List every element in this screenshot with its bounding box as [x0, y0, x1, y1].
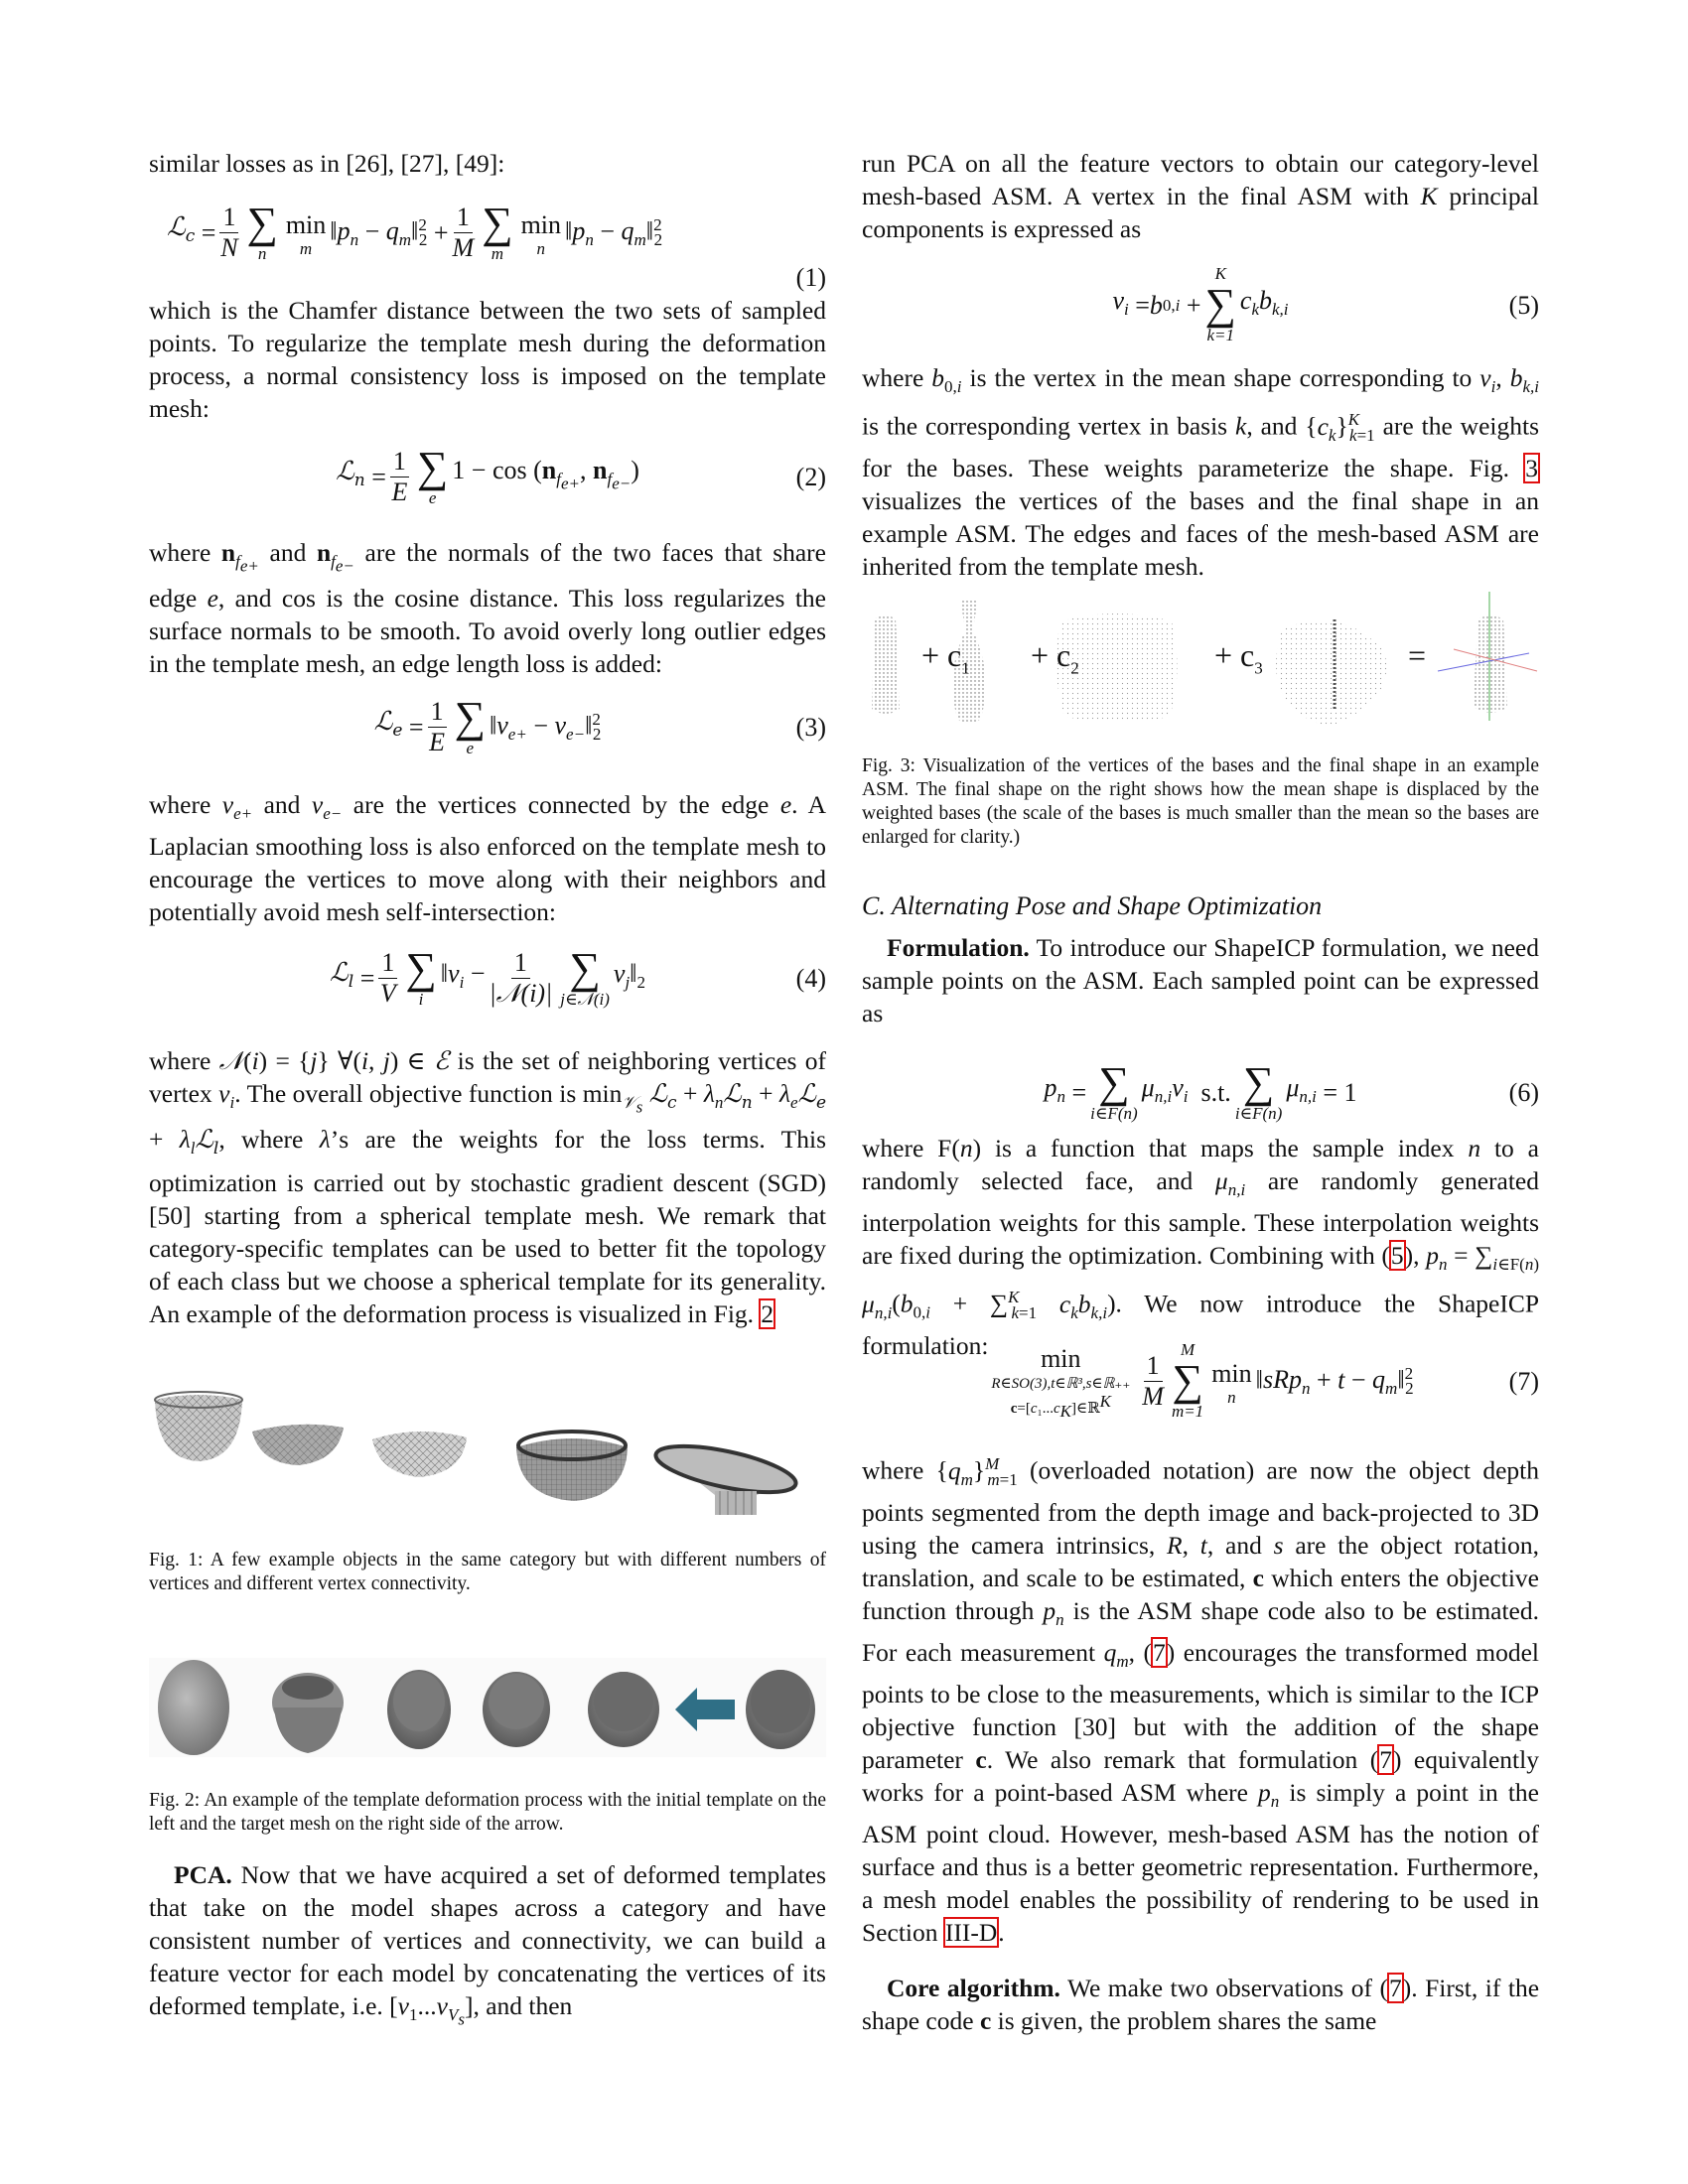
bowl-stage-5-icon [588, 1672, 659, 1747]
figure-2-caption: Fig. 2: An example of the template deformation process with the initial template on the left and the target mesh on the right side of the arrow. [149, 1789, 826, 1835]
equation-7-link-3[interactable]: 7 [1388, 1974, 1402, 2002]
equation-5-number: (5) [1508, 290, 1539, 320]
plus-c2-label: + $c_2$ [1031, 637, 1079, 678]
equation-6: $p_n$ = ∑ i∈F(n) $\mu_{n,i}v_i$ s.t. ∑ i∈F(n) $\mu_{n,i}$ = 1 (6) [1044, 1058, 1539, 1123]
figure-3-image [862, 592, 1539, 731]
target-mesh-icon [746, 1670, 815, 1749]
paragraph-weights: where $b_{0,i}$ is the vertex in the mean shape corresponding to $v_i$, $b_{k,i}$ is the corresponding vertex in basis k, and $\{c_k\}^K_{k=1}$ are the weights for the bases. These weights parameterize the shape. Fig. 3 visualizes the vertices of the bases and the final shape in an example ASM. The edges and faces of the mesh-based ASM are inherited from the template mesh. [862, 363, 1540, 581]
final-shape-icon [1438, 592, 1537, 721]
intro-line: similar losses as in [26], [27], [49]: [149, 149, 505, 178]
equation-4-number: (4) [795, 963, 826, 993]
equation-5: $v_i$ = b 0,i + K ∑ k=1 $c_kb_{k,i}$ (5) [1112, 264, 1539, 344]
paragraph-pca-continued: run PCA on all the feature vectors to obtain our category-level mesh-based ASM. A vertex in the final ASM with K principal components is expressed as [862, 149, 1539, 243]
equation-1: ℒ$_c$ = $\frac{1}{N}$ ∑ n min m $‖p_n$ − $q_m‖^2_2$ + $\frac{1}{M}$ ∑ m min n $‖p_n$ − $q_m‖^2_2$ [167, 199, 663, 263]
core-algorithm-heading: Core algorithm. [887, 1974, 1060, 2002]
equation-7-link[interactable]: 7 [1152, 1637, 1166, 1667]
paragraph-core-algorithm: Core algorithm. We make two observations of (7). First, if the shape code c is given, the problem shares the same [862, 1974, 1540, 2035]
bowl-stage-3-icon [387, 1670, 451, 1749]
basis-3-icon [1276, 620, 1386, 727]
section-title: C. Alternating Pose and Shape Optimization [862, 891, 1323, 920]
paragraph-shapeicp: where $\{q_m\}^M_{m=1}$ (overloaded notation) are now the object depth points segmented from the depth image and back-projected to 3D using the camera intrinsics, R, t, and s are the object rotation, translation, and scale to be estimated, c which enters the objective function through $p_n$ is the ASM shape code also to be estimated. For each measurement $q_m$, (7) encourages the transformed model points to be close to the measurements, which is similar to the ICP objective function [30] but with the addition of the shape parameter c. We also remark that formulation (7) equivalently works for a point-based ASM where $p_n$ is simply a point in the ASM point cloud. However, mesh-based ASM has the notion of surface and thus is a better geometric representation. Furthermore, a mesh model enables the possibility of rendering to be used in Section III-D. [862, 1454, 1540, 1947]
sphere-template-icon [158, 1660, 229, 1755]
equation-2: ℒ$_n$ = $\frac{1}{E}$ ∑ e $1 - \cos (n_{f_{e+}}$, $n_{f_{e-}}$) (2) [336, 443, 826, 507]
figure-3-caption: Fig. 3: Visualization of the vertices of the bases and the final shape in an example ASM. The final shape on the right shows how the mean shape is displaced by the weighted bases (the scale of the bases is much smaller than the mean so the bases are enlarged for clarity.) [862, 754, 1539, 848]
figure-2-link[interactable]: 2 [761, 1298, 774, 1328]
paragraph-sampling: where F(n) is a function that maps the sample index n to a randomly selected face, and $\mu_{n,i}$ are randomly generated interpolation weights for this sample. These interpolation weights are fixed during the optimization. Combining with (5), $p_n = \sum_{i\in F(n)}$ $\mu_{n,i}(b_{0,i} + \sum^K_{k=1}$ $c_kb_{k,i}$). We now introduce the ShapeICP formulation: [862, 1134, 1540, 1360]
figure-2-image [149, 1658, 826, 1757]
figure-1-caption: Fig. 1: A few example objects in the same category but with different numbers of vertices and different vertex connectivity. [149, 1549, 826, 1594]
equation-3: ℒ$_e$ = $\frac{1}{E}$ ∑ e $‖v_{e+}$ − $v_{e-}‖^2_2$ (3) [373, 693, 826, 757]
equation-4: ℒ$_l$ = $\frac{1}{V}$ ∑ i $‖v_i$ − $\frac{1}{\text{|𝒩(i)|}}$ ∑ j∈𝒩(i) $v_j‖_2$ (4) [330, 944, 826, 1009]
equation-6-number: (6) [1508, 1077, 1539, 1107]
paragraph-chamfer: which is the Chamfer distance between the two sets of sampled points. To regularize the template mesh during the deformation process, a normal consistency loss is imposed on the template mesh: [149, 296, 826, 423]
equation-3-number: (3) [795, 712, 826, 742]
figure-3-link[interactable]: 3 [1525, 453, 1538, 482]
plus-c1-label: + $c_1$ [921, 637, 970, 678]
paragraph-normals: where $n_{f_{e+}}$ and $n_{f_{e-}}$ are the normals of the two faces that share edge e, and cos is the cosine distance. This loss regularizes the surface normals to be smooth. To avoid overly long outlier edges in the template mesh, an edge length loss is added: [149, 538, 826, 679]
equation-7-number: (7) [1508, 1366, 1539, 1396]
bowls-mesh-icon [149, 1370, 826, 1519]
mean-shape-icon [872, 615, 900, 714]
equation-7-link-2[interactable]: 7 [1379, 1744, 1392, 1774]
equation-2-number: (2) [795, 462, 826, 491]
deformed-mesh-icon [272, 1673, 344, 1753]
plus-c3-label: + $c_3$ [1214, 637, 1263, 678]
left-arrow-icon [675, 1688, 735, 1731]
equation-7: min R∈SO(3),t∈ℝ³,s∈ℝ₊₊ $c=[c_1...c_K]\in ℝ^K$ $\frac{1}{M}$ M ∑ m=1 min n ‖sRp$_n$ + $t - q_m‖^2_2$ (7) [991, 1340, 1539, 1421]
paragraph-laplacian: where $v_{e+}$ and $v_{e-}$ are the vertices connected by the edge e. A Laplacian smoothing loss is also enforced on the template mesh to encourage the vertices to move along with their neighbors and potentially avoid mesh self-intersection: [149, 790, 827, 927]
figure-1-image [149, 1370, 826, 1519]
paragraph-formulation: Formulation. To introduce our ShapeICP formulation, we need sample points on the ASM. Each sampled point can be expressed as [862, 933, 1539, 1027]
pca-heading: PCA. [174, 1860, 232, 1889]
bowl-stage-4-icon [483, 1672, 550, 1747]
equation-1-number: (1) [795, 263, 826, 292]
section-iii-d-link[interactable]: III-D [944, 1917, 998, 1947]
paragraph-objective: where 𝒩(i) = {j} ∀(i, j) ∈ ℰ is the set of neighboring vertices of vertex $v_i$. The overall objective function is $\min_{𝒱_s}$ ℒ$_c$ + $\lambda_nℒ_n$ + $\lambda_eℒ_e$ + $\lambda_lℒ_l$, where λ’s are the weights for the loss terms. This optimization is carried out by stochastic gradient descent (SGD) [50] starting from a spherical template mesh. We remark that category-specific templates can be used to better fit the topology of each class but we choose a spherical template for its generality. An example of the deformation process is visualized in Fig. 2 [149, 1046, 827, 1328]
paragraph-pca: PCA. Now that we have acquired a set of deformed templates that take on the model shapes across a category and have consistent number of vertices and connectivity, we can build a feature vector for each model by concatenating the vertices of its deformed template, i.e. $[v_1...v_{V_s}]$, and then [149, 1860, 826, 2029]
formulation-heading: Formulation. [887, 933, 1030, 962]
equals-label: = [1408, 637, 1427, 673]
equation-5-link[interactable]: 5 [1390, 1241, 1404, 1271]
